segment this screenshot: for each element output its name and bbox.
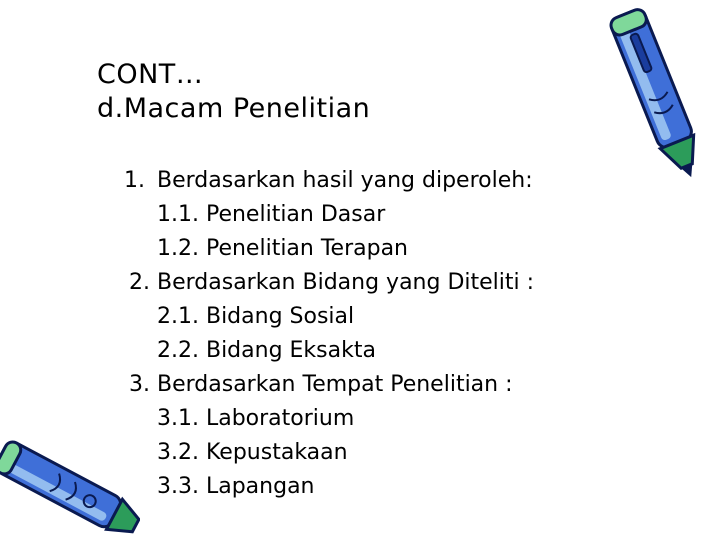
pen-clipart-top-right: [596, 0, 720, 185]
list-item-label: Berdasarkan Tempat Penelitian :: [157, 372, 513, 397]
list-item-number: 3.: [129, 372, 150, 397]
list-subitem: 3.3. Lapangan: [157, 474, 315, 499]
list-item-number: 2.: [129, 270, 150, 295]
list-subitem: 2.1. Bidang Sosial: [157, 304, 355, 329]
list-subitem: 1.2. Penelitian Terapan: [157, 236, 409, 261]
title-line-1: CONT…: [97, 59, 204, 90]
slide-title: [97, 58, 370, 126]
list-subitem: 1.1. Penelitian Dasar: [157, 202, 386, 227]
list-item-label: Berdasarkan Bidang yang Diteliti :: [157, 270, 535, 295]
list-subitem: 2.2. Bidang Eksakta: [157, 338, 376, 363]
list-item-number: 1.: [124, 168, 145, 193]
title-line-2: d.Macam Penelitian: [97, 93, 371, 124]
list-subitem: 3.1. Laboratorium: [157, 406, 355, 431]
list-subitem: 3.2. Kepustakaan: [157, 440, 348, 465]
pen-clipart-bottom-left: [0, 430, 140, 540]
list-item-label: Berdasarkan hasil yang diperoleh:: [157, 168, 533, 193]
